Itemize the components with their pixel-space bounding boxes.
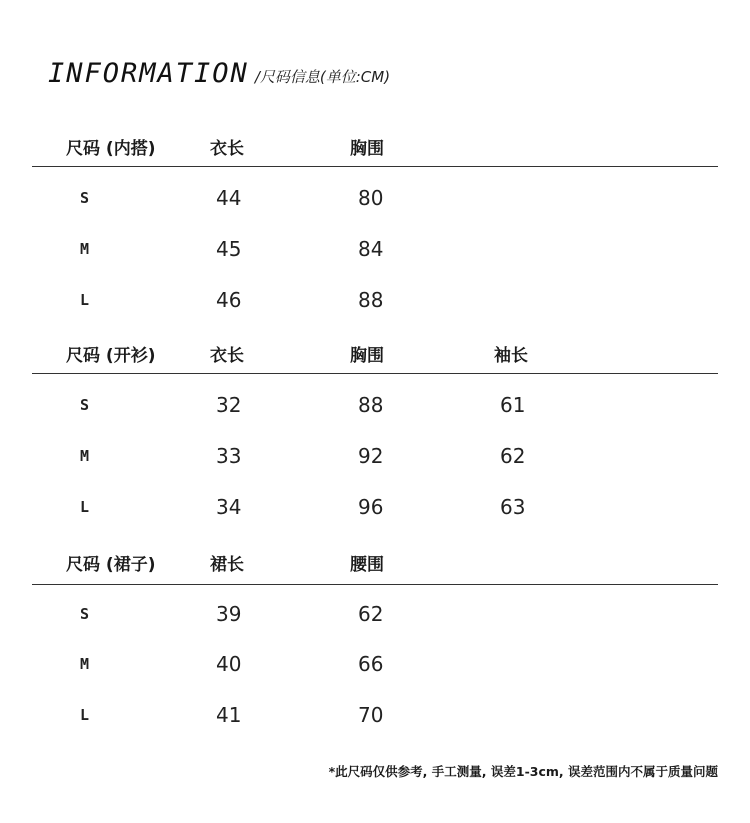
cell-size: L [80,291,90,309]
cell-length: 32 [216,393,242,417]
title-main: INFORMATION [48,58,249,89]
title-subtitle: /尺码信息(单位:CM) [254,68,391,86]
cell-sleeve: 62 [500,444,526,468]
section-1-divider [32,166,718,167]
section-3-header [0,550,750,580]
cell-chest: 84 [358,237,384,261]
cell-size: M [80,655,90,673]
cell-size: L [80,498,90,516]
cell-size: L [80,706,90,724]
table-row [0,703,750,729]
table-row [0,288,750,314]
table-row [0,652,750,678]
header-chest: 胸围 [350,139,384,159]
section-1-header [0,134,750,164]
table-row [0,237,750,263]
section-2-divider [32,373,718,374]
measurement-note: *此尺码仅供参考, 手工测量, 误差1-3cm, 误差范围内不属于质量问题 [328,764,718,779]
page-title [48,58,390,89]
table-row [0,444,750,470]
cell-skirt-length: 41 [216,703,242,727]
cell-size: M [80,447,90,465]
cell-skirt-length: 40 [216,652,242,676]
cell-sleeve: 61 [500,393,526,417]
cell-chest: 92 [358,444,384,468]
header-size: 尺码 (裙子) [66,555,156,575]
cell-length: 46 [216,288,242,312]
header-waist: 腰围 [350,555,384,575]
table-row [0,393,750,419]
cell-size: M [80,240,90,258]
cell-size: S [80,396,90,414]
cell-size: S [80,189,90,207]
cell-size: S [80,605,90,623]
header-size: 尺码 (开衫) [66,346,156,366]
header-skirt-length: 裙长 [210,555,244,575]
cell-waist: 62 [358,602,384,626]
table-row [0,186,750,212]
cell-chest: 88 [358,393,384,417]
cell-chest: 88 [358,288,384,312]
header-sleeve: 袖长 [494,346,528,366]
cell-length: 44 [216,186,242,210]
table-row [0,602,750,628]
header-length: 衣长 [210,139,244,159]
section-3-divider [32,584,718,585]
cell-chest: 80 [358,186,384,210]
cell-waist: 70 [358,703,384,727]
header-length: 衣长 [210,346,244,366]
cell-chest: 96 [358,495,384,519]
cell-skirt-length: 39 [216,602,242,626]
header-chest: 胸围 [350,346,384,366]
table-row [0,495,750,521]
header-size: 尺码 (内搭) [66,139,156,159]
section-2-header [0,341,750,371]
cell-waist: 66 [358,652,384,676]
cell-sleeve: 63 [500,495,526,519]
cell-length: 45 [216,237,242,261]
cell-length: 34 [216,495,242,519]
cell-length: 33 [216,444,242,468]
